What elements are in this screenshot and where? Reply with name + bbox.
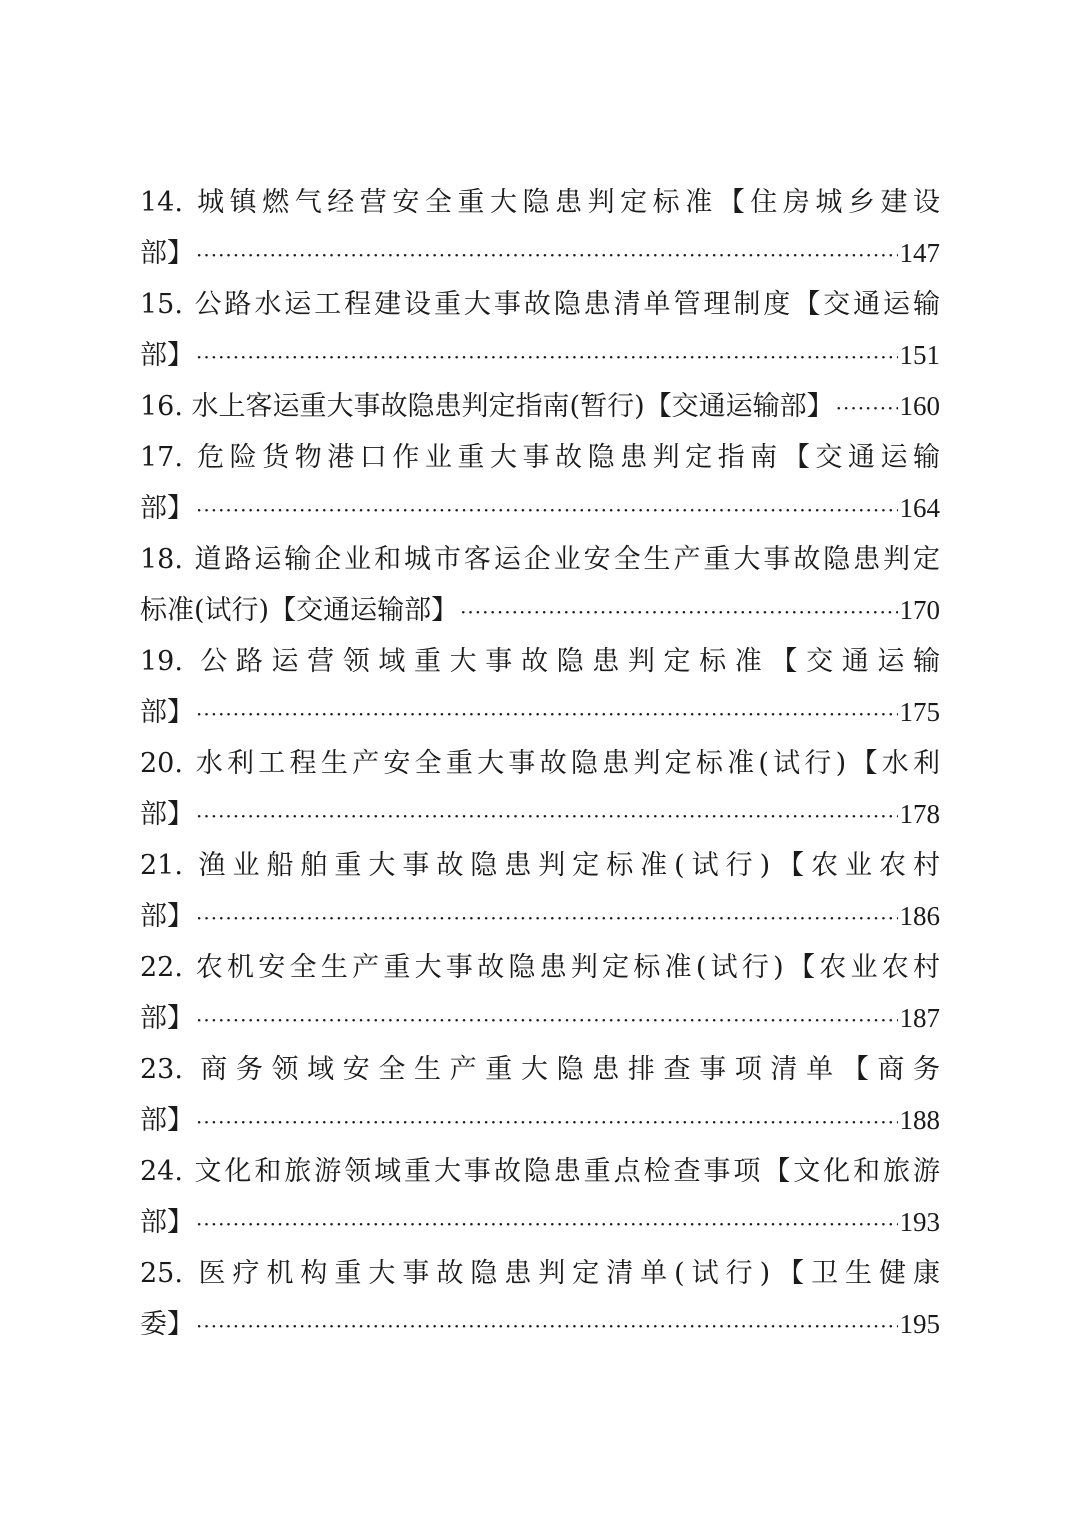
- toc-entry-leader-line: [140, 483, 940, 534]
- toc-entry-title-line: [140, 177, 940, 228]
- toc-entry-title-continued: 部】: [140, 238, 194, 269]
- toc-entry-title-continued: 部】: [140, 1207, 194, 1238]
- toc-entry-number: 18.: [140, 544, 183, 575]
- dot-leader: [196, 1199, 898, 1248]
- dot-leader: [836, 383, 898, 432]
- toc-entry-leader-line: [140, 1299, 940, 1350]
- toc-entry-title: 水上客运重大事故隐患判定指南(暂行)【交通运输部】: [191, 391, 834, 422]
- toc-entry-title-line: [140, 1044, 940, 1095]
- toc-entry-title-line: [140, 534, 940, 585]
- toc-entry-title-line: [140, 738, 940, 789]
- toc-entry-title: 水利工程生产安全重大事故隐患判定标准(试行)【水利: [195, 748, 940, 779]
- toc-entry-leader-line: [140, 1095, 940, 1146]
- toc-entry-15[interactable]: [140, 279, 940, 381]
- toc-entry-number: 17.: [140, 442, 183, 473]
- toc-entry-leader-line: [140, 228, 940, 279]
- toc-entry-title-continued: 部】: [140, 901, 194, 932]
- toc-entry-title: 医疗机构重大事故隐患判定清单(试行)【卫生健康: [198, 1258, 940, 1289]
- toc-entry-page-number: 187: [899, 1003, 940, 1033]
- dot-leader: [196, 689, 898, 738]
- toc-entry-25[interactable]: [140, 1248, 940, 1350]
- toc-entry-14[interactable]: [140, 177, 940, 279]
- toc-entry-number: 16.: [140, 391, 183, 422]
- toc-entry-title: 渔业船舶重大事故隐患判定标准(试行)【农业农村: [198, 850, 940, 881]
- toc-entry-title: 道路运输企业和城市客运企业安全生产重大事故隐患判定: [194, 544, 940, 575]
- dot-leader: [196, 1097, 898, 1146]
- toc-entry-page-number: 188: [899, 1105, 940, 1135]
- toc-entry-title: 商务领域安全生产重大隐患排查事项清单【商务: [200, 1054, 940, 1085]
- toc-entry-title-line: [140, 381, 834, 432]
- toc-entry-page-number: 147: [899, 238, 940, 268]
- toc-entry-title-line: [140, 1146, 940, 1197]
- dot-leader: [196, 893, 898, 942]
- toc-entry-20[interactable]: [140, 738, 940, 840]
- toc-entry-page-number: 164: [899, 493, 940, 523]
- toc-entry-title: 农机安全生产重大事故隐患判定标准(试行)【农业农村: [195, 952, 940, 983]
- toc-entry-number: 19.: [140, 646, 183, 677]
- toc-entry-leader-line: [140, 993, 940, 1044]
- dot-leader: [196, 332, 898, 381]
- dot-leader: [196, 995, 898, 1044]
- toc-entry-number: 14.: [140, 187, 183, 218]
- toc-entry-title: 文化和旅游领域重大事故隐患重点检查事项【文化和旅游: [194, 1156, 940, 1187]
- toc-entry-leader-line: [140, 585, 940, 636]
- dot-leader: [196, 1301, 898, 1350]
- dot-leader: [196, 230, 898, 279]
- toc-entry-leader-line: [140, 789, 940, 840]
- toc-entry-18[interactable]: [140, 534, 940, 636]
- toc-entry-16[interactable]: [140, 381, 940, 432]
- dot-leader: [460, 587, 897, 636]
- toc-entry-number: 23.: [140, 1054, 183, 1085]
- toc-entry-number: 21.: [140, 850, 183, 881]
- toc-entry-page-number: 186: [899, 901, 940, 931]
- toc-entry-title: 公路运营领域重大事故隐患判定标准【交通运输: [200, 646, 940, 677]
- toc-entry-number: 20.: [140, 748, 183, 779]
- toc-entry-title-line: [140, 432, 940, 483]
- toc-entry-page-number: 195: [899, 1309, 940, 1339]
- toc-entry-title: 危险货物港口作业重大事故隐患判定指南【交通运输: [197, 442, 940, 473]
- toc-entry-title-continued: 部】: [140, 697, 194, 728]
- toc-entry-24[interactable]: [140, 1146, 940, 1248]
- toc-entry-title-line: [140, 636, 940, 687]
- toc-entry-title-line: [140, 840, 940, 891]
- toc-entry-title-continued: 标准(试行)【交通运输部】: [140, 595, 459, 626]
- toc-entry-number: 22.: [140, 952, 183, 983]
- toc-entry-page-number: 151: [899, 340, 940, 370]
- toc-entry-page-number: 178: [899, 799, 940, 829]
- toc-entry-22[interactable]: [140, 942, 940, 1044]
- dot-leader: [196, 485, 898, 534]
- toc-entry-leader-line: [140, 330, 940, 381]
- toc-entry-number: 15.: [140, 289, 183, 320]
- toc-entry-number: 24.: [140, 1156, 183, 1187]
- toc-entry-17[interactable]: [140, 432, 940, 534]
- table-of-contents: [140, 177, 940, 1350]
- toc-entry-title-continued: 部】: [140, 340, 194, 371]
- toc-entry-page-number: 160: [899, 391, 940, 421]
- toc-entry-23[interactable]: [140, 1044, 940, 1146]
- toc-entry-19[interactable]: [140, 636, 940, 738]
- toc-entry-title-line: [140, 942, 940, 993]
- toc-entry-title-continued: 委】: [140, 1309, 194, 1340]
- toc-entry-21[interactable]: [140, 840, 940, 942]
- toc-entry-title-line: [140, 279, 940, 330]
- toc-entry-title: 城镇燃气经营安全重大隐患判定标准【住房城乡建设: [197, 187, 940, 218]
- toc-entry-number: 25.: [140, 1258, 183, 1289]
- toc-entry-title-line: [140, 1248, 940, 1299]
- toc-entry-page-number: 193: [899, 1207, 940, 1237]
- toc-entry-leader-line: [140, 1197, 940, 1248]
- toc-entry-leader-line: [140, 381, 940, 432]
- toc-entry-leader-line: [140, 891, 940, 942]
- toc-entry-title-continued: 部】: [140, 1003, 194, 1034]
- toc-entry-title-continued: 部】: [140, 799, 194, 830]
- toc-entry-title: 公路水运工程建设重大事故隐患清单管理制度【交通运输: [194, 289, 940, 320]
- toc-entry-title-continued: 部】: [140, 493, 194, 524]
- toc-entry-page-number: 170: [899, 595, 940, 625]
- toc-entry-leader-line: [140, 687, 940, 738]
- dot-leader: [196, 791, 898, 840]
- toc-entry-page-number: 175: [899, 697, 940, 727]
- toc-entry-title-continued: 部】: [140, 1105, 194, 1136]
